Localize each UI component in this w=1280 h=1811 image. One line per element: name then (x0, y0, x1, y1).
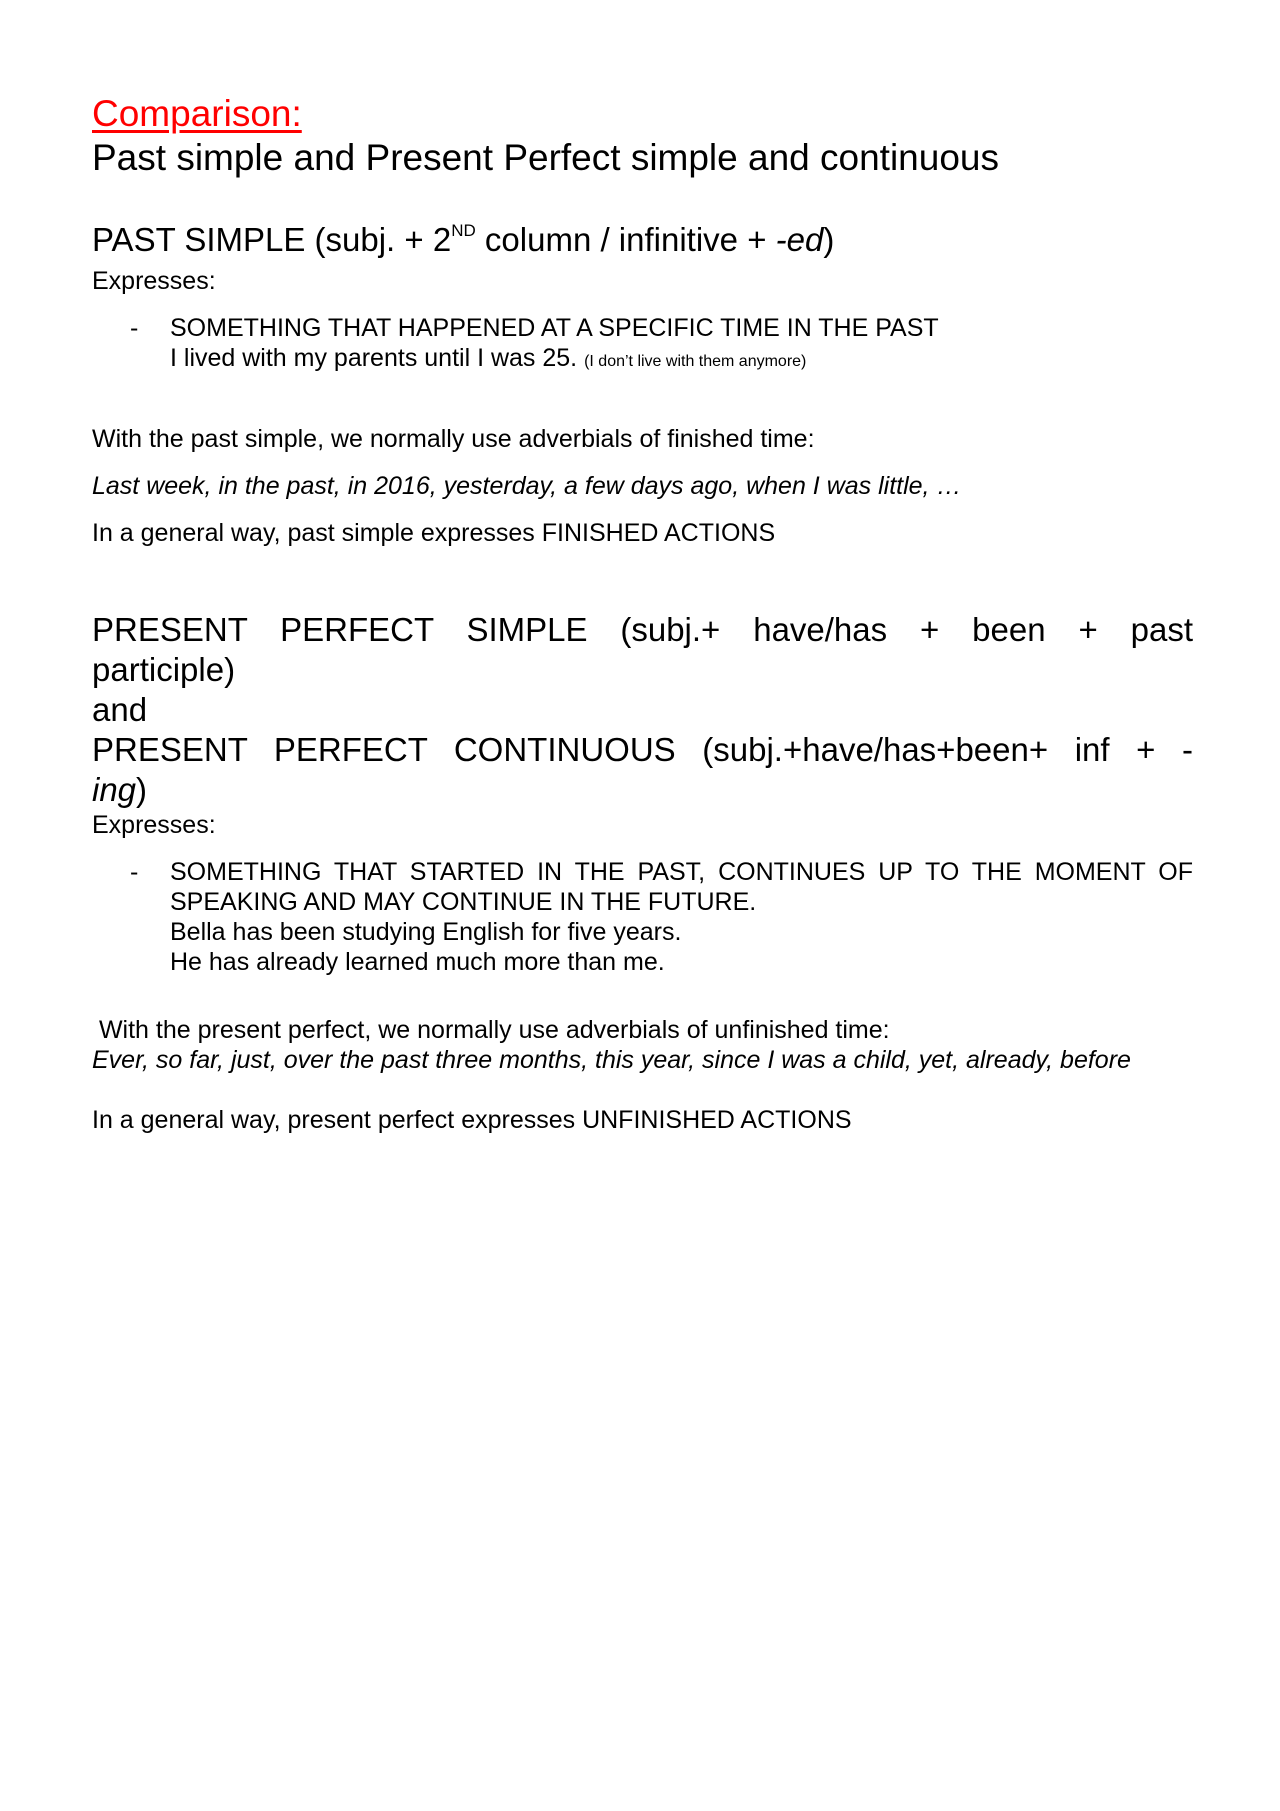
past-simple-list-item (92, 313, 1193, 377)
past-simple-heading (92, 220, 1193, 266)
document-subtitle: Past simple and Present Perfect simple and continuous (92, 137, 999, 178)
present-perfect-expresses: Expresses: (92, 811, 216, 839)
past-simple-bullet: - (130, 314, 139, 342)
present-perfect-continuous-heading-italic: ing (92, 771, 137, 808)
present-perfect-adverbials-intro: With the present perfect, we normally use adverbials of unfinished time: (92, 1016, 890, 1044)
past-simple-summary: In a general way, past simple expresses FINISHED ACTIONS (92, 519, 776, 547)
present-perfect-example-2: He has already learned much more than me. (170, 948, 665, 976)
present-perfect-and: and (92, 691, 148, 728)
past-simple-example-note: (I don’t live with them anymore) (584, 353, 807, 370)
present-perfect-example-1: Bella has been studying English for five years. (170, 918, 682, 946)
present-perfect-bullet: - (130, 858, 139, 886)
present-perfect-point: SOMETHING THAT STARTED IN THE PAST, CONTINUES UP TO THE MOMENT OF SPEAKING AND MAY CONTINUE IN THE FUTURE. (170, 858, 1193, 916)
past-simple-heading-start: PAST SIMPLE (subj. + 2 (92, 221, 452, 258)
present-perfect-summary: In a general way, present perfect expresses UNFINISHED ACTIONS (92, 1106, 852, 1134)
past-simple-adverbials-intro: With the past simple, we normally use adverbials of finished time: (92, 425, 815, 453)
past-simple-heading-mid: column / infinitive + (475, 221, 776, 258)
past-simple-heading-sup: ND (451, 221, 476, 240)
past-simple-example (170, 343, 1193, 377)
present-perfect-adverbials-examples: Ever, so far, just, over the past three months, this year, since I was a child, yet, already, before (92, 1046, 1131, 1074)
present-perfect-continuous-heading-end: ) (136, 771, 148, 808)
document-page (92, 92, 1193, 1135)
past-simple-adverbials-examples: Last week, in the past, in 2016, yesterday, a few days ago, when I was little, … (92, 472, 962, 500)
present-perfect-continuous-heading-line2 (92, 770, 1193, 810)
past-simple-example-text: I lived with my parents until I was 25. (170, 344, 578, 372)
present-perfect-simple-heading-line2: participle) (92, 651, 236, 688)
present-perfect-continuous-heading-line1: PRESENT PERFECT CONTINUOUS (subj.+have/has+been+ inf + - (92, 731, 1193, 768)
past-simple-point: SOMETHING THAT HAPPENED AT A SPECIFIC TIME IN THE PAST (170, 314, 939, 342)
past-simple-heading-italic: -ed (775, 221, 824, 258)
comparison-title: Comparison: (92, 93, 302, 134)
present-perfect-simple-heading-line1: PRESENT PERFECT SIMPLE (subj.+ have/has + been + past (92, 611, 1193, 648)
past-simple-heading-end: ) (823, 221, 835, 258)
present-perfect-list-item (92, 857, 1193, 977)
past-simple-expresses: Expresses: (92, 267, 216, 295)
